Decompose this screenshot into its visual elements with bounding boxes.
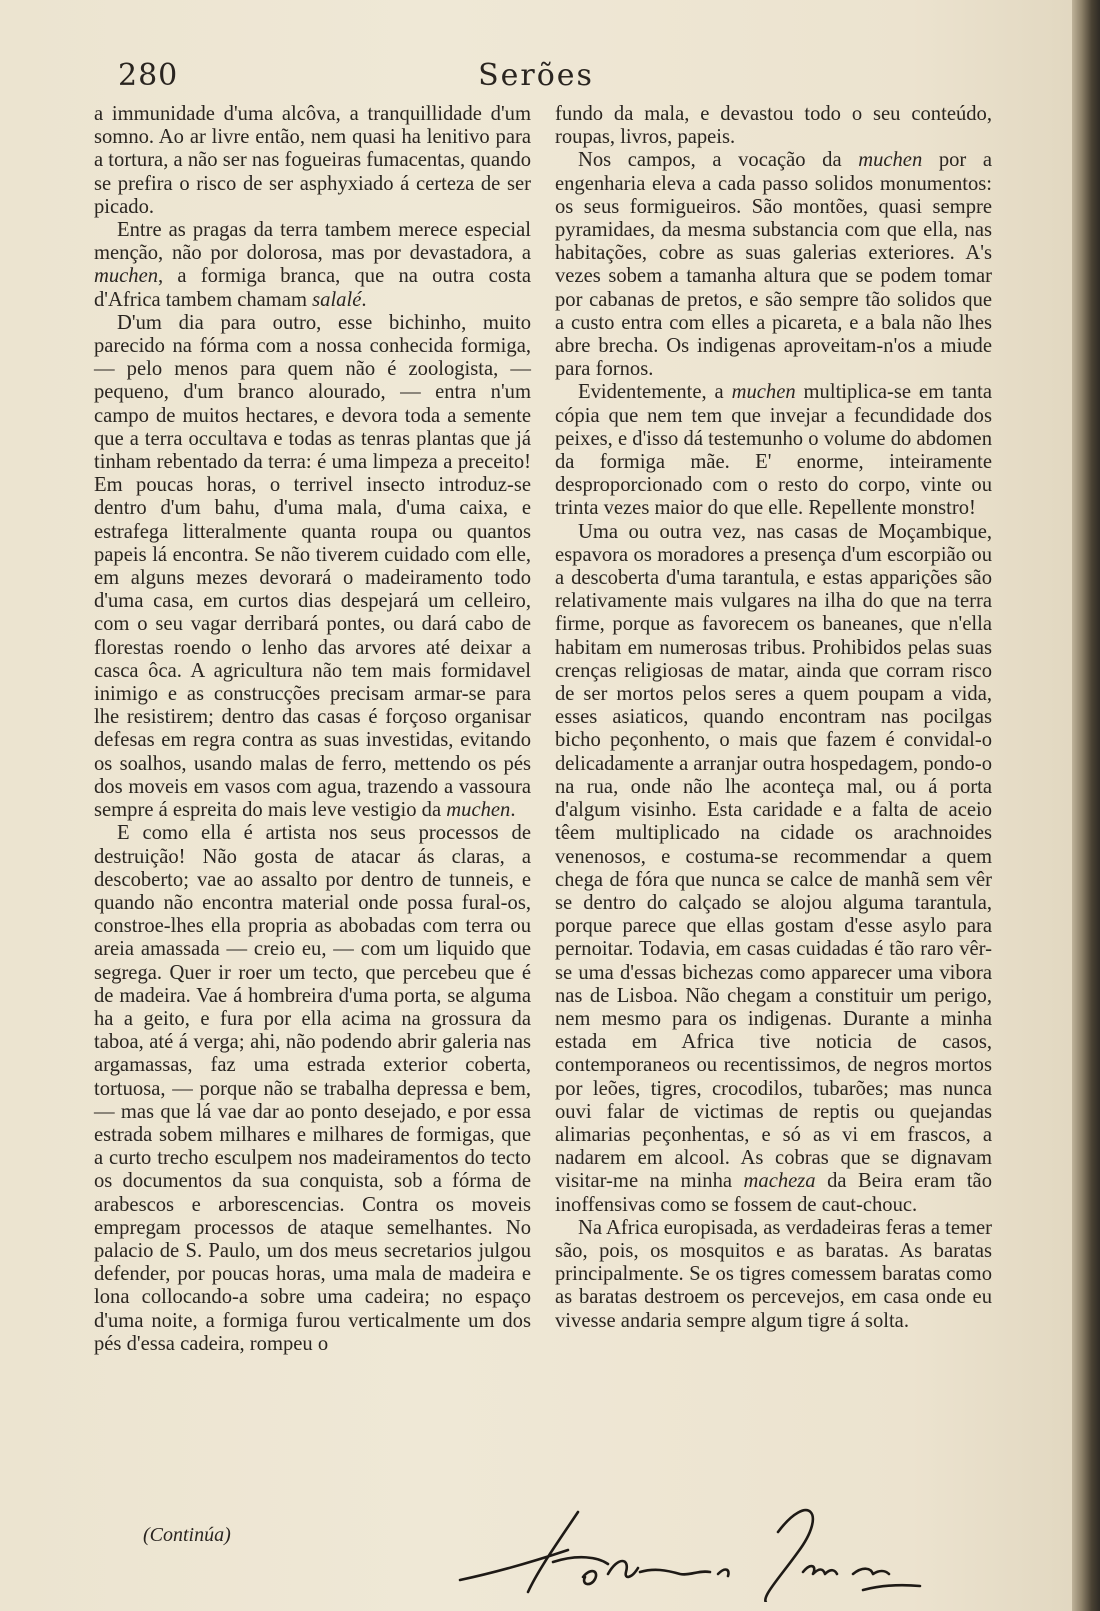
paragraph: fundo da mala, e devastou todo o seu conteúdo, roupas, livros, papeis.: [555, 103, 992, 149]
paragraph: D'um dia para outro, esse bichinho, muito parecido na fórma com a nossa conhecida formiga, — pelo menos para quem não é zoologista, — pequeno, d'um branco alourado, — entra n'um campo de muitos hectares, e devora toda a semente que a terra occultava e todas as tenras plantas que já tinham rebentado da terra: é uma limpeza a preceito! Em poucas horas, o terrivel insecto introduz-se dentro d'um bahu, d'uma mala, d'uma caixa, e estrafega litteralmente quanta roupa ou quantos papeis lá encontra. Se não tiverem cuidado com elle, em alguns mezes devorará o madeiramento todo d'uma casa, em curtos dias despejará um celleiro, com o seu vagar derribará pontes, ou dará cabo de florestas roendo o lenho das arvores até deixar a casca ôca. A agricultura não tem mais formidavel inimigo e as construcções precisam armar-se para lhe resistirem; dentro das casas é forçoso organisar defesas em regra contra as suas investidas, evitando os soalhos, usando malas de ferro, mettendo os pés dos moveis em vasos com agua, trazendo a vassoura sempre á espreita do mais leve vestigio da muchen.: [94, 311, 531, 822]
running-title: Serões: [478, 58, 594, 93]
paragraph: Nos campos, a vocação da muchen por a engenharia eleva a cada passo solidos monumentos: os seus formigueiros. São montões, quasi sempre pyramidaes, da mesma substancia com que ella, nas habitações, cobre as suas galerias exteriores. A's vezes sobem a tamanha altura que se podem tomar por cabanas de pretos, e são sempre tão solidos que a custo entra com elles a picareta, e a bala não lhes abre brecha. Os indigenas aproveitam-n'os a miude para fornos.: [555, 149, 993, 381]
paragraph: a immunidade d'uma alcôva, a tranquillidade d'um somno. Ao ar livre então, nem quasi ha lenitivo para a tortura, a não ser nas fogueiras fumacentas, quando se prefira o risco de ser asphyxiado á certeza de ser picado.: [94, 103, 531, 218]
paragraph: E como ella é artista nos seus processos de destruição! Não gosta de atacar ás claras, a descoberto; vae ao assalto por dentro de tunneis, e quando não encontra material onde possa fural-os, constroe-lhes ella propria as abobadas com terra ou areia amassada — creio eu, — com um liquido que segrega. Quer ir roer um tecto, que percebeu que é de madeira. Vae á hombreira d'uma porta, se alguma ha a geito, e fura por ella acima na grossura da taboa, até á verga; ahi, não podendo abrir galeria nas argamassas, faz uma estrada exterior coberta, tortuosa, — porque não se trabalha depressa e bem, — mas que lá vae dar ao ponto desejado, e por essa estrada sobem milhares e milhares de formigas, que a curto trecho esculpem nos madeiramentos do tecto os documentos da sua conquista, sob a fórma de arabescos e arborescencias. Contra os moveis empregam processos de ataque semelhantes. No palacio de S. Paulo, um dos meus secretarios julgou defender, por poucas horas, uma mala de madeira e lona collocando-a sobre uma cadeira; no espaço d'uma noite, a formiga furou verticalmente um dos pés d'essa cadeira, rompeu o: [94, 822, 531, 1355]
paragraph: Uma ou outra vez, nas casas de Moçambique, espavora os moradores a presença d'um escorpião ou a descoberta d'uma tarantula, e estas apparições são relativamente mais vulgares na ilha do que na terra firme, porque as favorecem os baneanes, que n'ella habitam em numerosas tribus. Prohibidos pelas suas crenças religiosas de matar, ainda que corram risco de ser mortos pelos seres a quem poupam a vida, esses asiaticos, quando encontram nas pocilgas bicho peçonhento, o mais que fazem é convidal-o delicadamente a arranjar outra hospedagem, pondo-o na rua, onde não lhe aconteça mal, ou á porta d'algum visinho. Esta caridade e a falta de aceio têem multiplicado na cidade os arachnoides venenosos, e costuma-se recommendar a quem chega de fóra que nunca se calce de manhã sem vêr se dentro do calçado se alojou alguma tarantula, porque parece que ellas gostam d'esse asylo para pernoitar. Todavia, em casas cuidadas é tão raro vêr-se uma d'essas bichezas como apparecer uma vibora nas de Lisboa. Não chegam a constituir um perigo, nem mesmo para os indigenas. Durante a minha estada em Africa tive noticia de casos, contemporaneos ou recentissimos, de negros mortos por leões, tigres, crocodilos, tubarões; mas nunca ouvi falar de victimas de reptis ou quejandas alimarias peçonhentas, e só as vi em frascos, a nadarem em alcool. As cobras que se dignavam visitar-me na minha macheza da Beira eram tão inoffensivas como se fossem de caut-chouc.: [555, 520, 992, 1216]
left-column: [94, 103, 531, 1356]
right-column: [555, 103, 992, 1333]
paragraph: Entre as pragas da terra tambem merece especial menção, não por dolorosa, mas por devastadora, a muchen, a formiga branca, que na outra costa d'Africa tambem chamam salalé.: [94, 219, 531, 311]
paragraph: Na Africa europisada, as verdadeiras feras a temer são, pois, os mosquitos e as baratas. As baratas principalmente. Se os tigres comessem baratas como as baratas destroem os percevejos, em casa onde eu vivesse andaria sempre algum tigre á solta.: [555, 1216, 992, 1332]
book-binding-edge: [1072, 0, 1100, 1611]
continued-note: (Continúa): [143, 1524, 231, 1546]
paragraph: Evidentemente, a muchen multiplica-se em tanta cópia que nem tem que invejar a fecundidade dos peixes, e d'isso dá testemunho o volume do abdomen da formiga mãe. E' enorme, inteiramente desproporcionado com o resto do corpo, vinte ou trinta vezes maior do que elle. Repellente monstro!: [555, 381, 993, 520]
author-signature: [458, 1502, 928, 1602]
page-number: 280: [118, 58, 179, 93]
